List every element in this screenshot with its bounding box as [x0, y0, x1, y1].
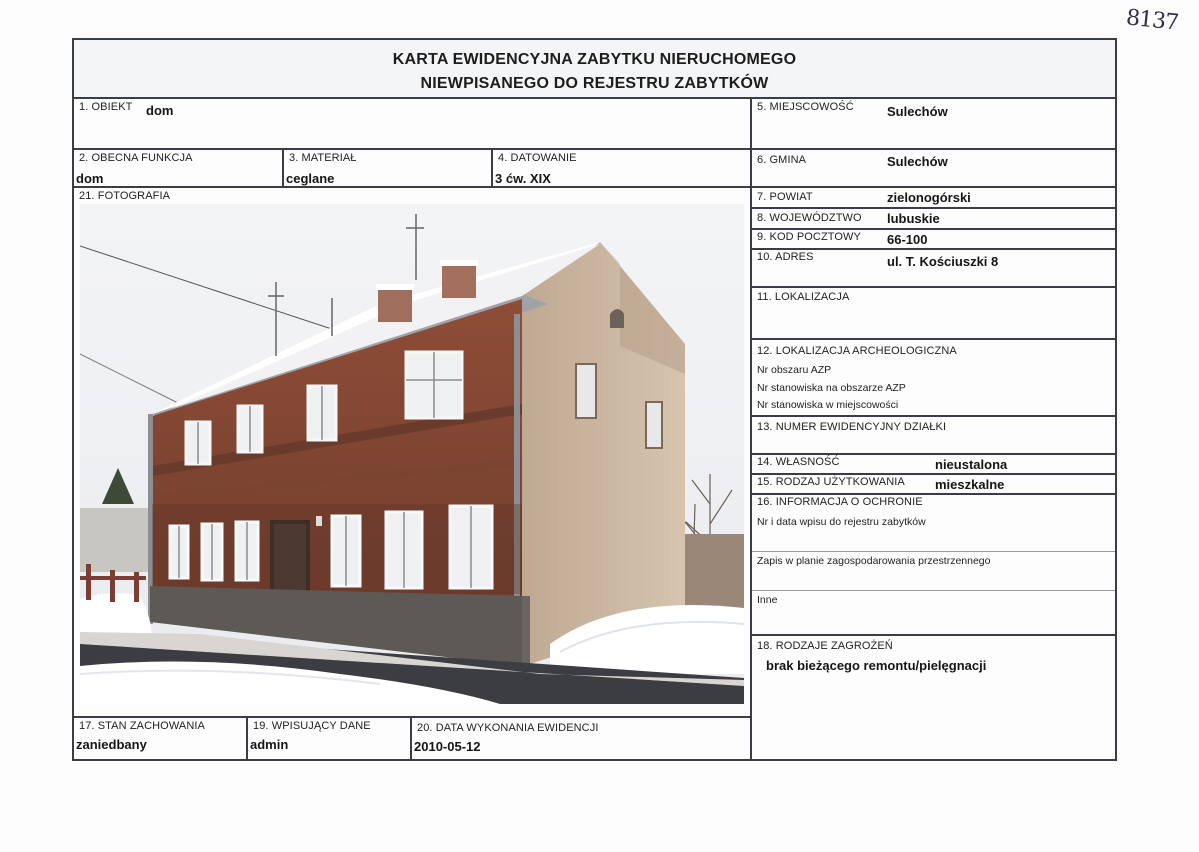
field-value: zaniedbany [76, 737, 147, 752]
nr-obszaru-azp: Nr obszaru AZP [757, 364, 832, 376]
field-label: 17. STAN ZACHOWANIA [79, 720, 205, 732]
field-numer-dzialki [750, 415, 1117, 455]
field-label: 14. WŁASNOŚĆ [757, 456, 840, 468]
title-line-1: KARTA EWIDENCYJNA ZABYTKU NIERUCHOMEGO [392, 51, 797, 68]
field-value: nieustalona [935, 457, 1008, 472]
field-datowanie [491, 148, 752, 188]
field-value: brak bieżącego remontu/pielęgnacji [766, 658, 987, 673]
field-wpisujacy-dane [246, 716, 412, 761]
field-wlasnosc [750, 453, 1117, 475]
field-label: 18. RODZAJE ZAGROŻEŃ [757, 640, 893, 652]
field-powiat [750, 186, 1117, 209]
title-line-2: NIEWPISANEGO DO REJESTRU ZABYTKÓW [420, 75, 769, 92]
field-gmina [750, 148, 1117, 188]
field-rodzaje-zagrozen [750, 634, 1117, 761]
field-value: ul. T. Kościuszki 8 [887, 254, 999, 269]
ochrona-rejestr: Nr i data wpisu do rejestru zabytków [757, 516, 926, 528]
field-label: 6. GMINA [757, 154, 807, 166]
nr-stanowiska-miejscowosc: Nr stanowiska w miejscowości [757, 399, 899, 411]
handwritten-mark: 8137 [1124, 5, 1180, 36]
field-miejscowosc [750, 97, 1117, 150]
divider [752, 551, 1115, 552]
field-value: lubuskie [887, 211, 940, 226]
field-kod-pocztowy [750, 228, 1117, 250]
field-label: 8. WOJEWÓDZTWO [757, 212, 862, 224]
ochrona-inne: Inne [757, 594, 778, 606]
field-value: dom [146, 103, 174, 118]
field-label: 5. MIEJSCOWOŚĆ [757, 101, 854, 113]
divider [752, 590, 1115, 591]
field-label: 19. WPISUJĄCY DANE [253, 720, 371, 732]
building-photo [80, 204, 744, 704]
field-value: ceglane [286, 171, 335, 186]
field-label: 4. DATOWANIE [498, 152, 577, 164]
field-label: 2. OBECNA FUNKCJA [79, 152, 193, 164]
field-value: dom [76, 171, 104, 186]
field-adres [750, 248, 1117, 288]
field-value: Sulechów [887, 154, 948, 169]
field-label: 11. LOKALIZACJA [757, 291, 850, 303]
field-obecna-funkcja [72, 148, 284, 188]
field-label: 3. MATERIAŁ [289, 152, 357, 164]
field-value: Sulechów [887, 104, 948, 119]
field-informacja-o-ochronie [750, 493, 1117, 636]
field-label: 12. LOKALIZACJA ARCHEOLOGICZNA [757, 345, 957, 357]
nr-stanowiska-obszar: Nr stanowiska na obszarze AZP [757, 382, 906, 394]
building-photo-image [80, 204, 744, 704]
ochrona-plan: Zapis w planie zagospodarowania przestrzennego [757, 555, 991, 567]
field-label: 10. ADRES [757, 251, 814, 263]
field-value: 66-100 [887, 232, 928, 247]
field-label: 16. INFORMACJA O OCHRONIE [757, 496, 923, 508]
field-lokalizacja-archeologiczna [750, 338, 1117, 417]
field-value: mieszkalne [935, 477, 1005, 492]
field-value: 3 ćw. XIX [495, 171, 551, 186]
field-label: 7. POWIAT [757, 191, 813, 203]
field-value: 2010-05-12 [414, 739, 481, 754]
field-value: zielonogórski [887, 190, 971, 205]
field-rodzaj-uzytkowania [750, 473, 1117, 495]
field-label: 21. FOTOGRAFIA [79, 190, 171, 202]
field-label: 15. RODZAJ UŻYTKOWANIA [757, 476, 905, 488]
field-stan-zachowania [72, 716, 248, 761]
field-label: 13. NUMER EWIDENCYJNY DZIAŁKI [757, 421, 947, 433]
form-title [72, 38, 1117, 99]
field-label: 9. KOD POCZTOWY [757, 231, 861, 243]
field-value: admin [250, 737, 289, 752]
field-obiekt [72, 97, 752, 150]
field-wojewodztwo [750, 207, 1117, 230]
field-data-wykonania [410, 716, 752, 761]
field-material [282, 148, 493, 188]
field-label: 20. DATA WYKONANIA EWIDENCJI [417, 722, 599, 734]
field-label: 1. OBIEKT [79, 101, 133, 113]
field-lokalizacja [750, 286, 1117, 340]
